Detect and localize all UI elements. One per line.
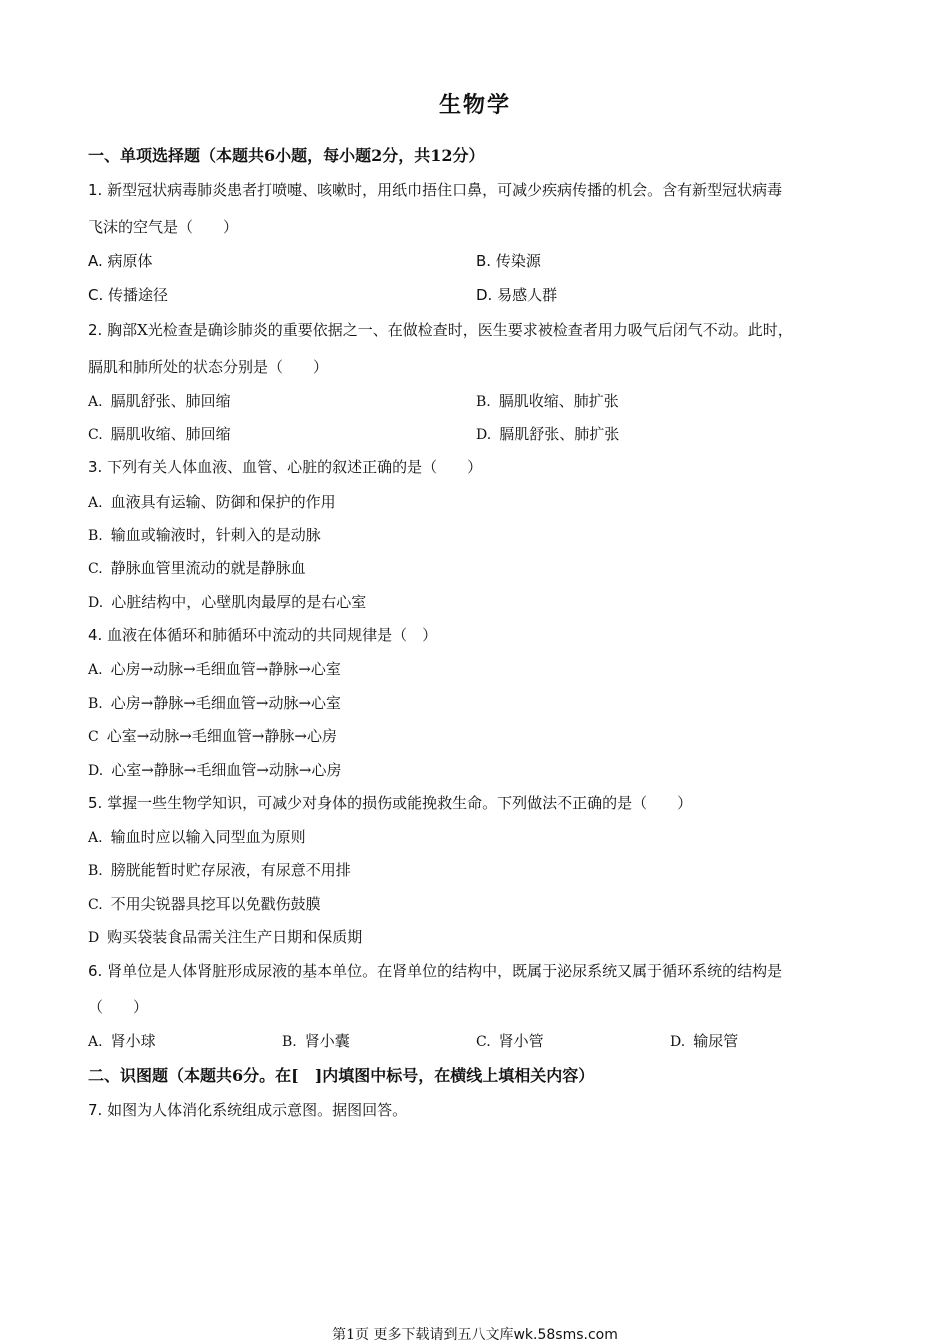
option-d: D. 易感人群 <box>476 286 558 304</box>
option-d: D. 心脏结构中，心壁肌肉最厚的是右心室 <box>88 593 367 611</box>
footer-url[interactable]: wk.58sms.com <box>513 1327 618 1343</box>
option-b: B. 心房→静脉→毛细血管→动脉→心室 <box>88 694 342 712</box>
question-number: 1. <box>88 181 103 199</box>
question-text: 肾单位是人体肾脏形成尿液的基本单位。在肾单位的结构中，既属于泌尿系统又属于循环系统的结构是 <box>107 962 783 980</box>
option-b: B. 传染源 <box>476 252 541 270</box>
option-a: A. 心房→动脉→毛细血管→静脉→心室 <box>88 660 341 678</box>
question-7 <box>88 1099 407 1120</box>
page-footer <box>0 1324 950 1344</box>
question-text: 如图为人体消化系统组成示意图。据图回答。 <box>107 1101 408 1119</box>
question-text: 下列有关人体血液、血管、心脏的叙述正确的是（ ） <box>107 458 483 476</box>
question-text: 新型冠状病毒肺炎患者打喷嚏、咳嗽时，用纸巾捂住口鼻，可减少疾病传播的机会。含有新型冠状病毒 <box>107 181 783 199</box>
question-1 <box>88 179 782 200</box>
option-b: B. 膈肌收缩、肺扩张 <box>476 392 619 410</box>
question-text: 血液在体循环和肺循环中流动的共同规律是（ ） <box>107 626 438 644</box>
option-a: A. 病原体 <box>88 252 153 270</box>
option-a: A. 输血时应以输入同型血为原则 <box>88 828 306 846</box>
option-a: A. 肾小球 <box>88 1032 156 1050</box>
question-number: 2. <box>88 321 103 339</box>
option-c: C. 膈肌收缩、肺回缩 <box>88 425 231 443</box>
page-title: 生物学 <box>438 92 511 118</box>
section-2-heading: 二、识图题（本题共6分。在[ ]内填图中标号，在横线上填相关内容） <box>88 1066 595 1085</box>
option-d: D. 心室→静脉→毛细血管→动脉→心房 <box>88 761 342 779</box>
option-d: D 购买袋装食品需关注生产日期和保质期 <box>88 928 363 946</box>
option-a: A. 血液具有运输、防御和保护的作用 <box>88 493 336 511</box>
option-b: B. 输血或输液时，针刺入的是动脉 <box>88 526 321 544</box>
question-number: 7. <box>88 1101 103 1119</box>
question-text: 掌握一些生物学知识，可减少对身体的损伤或能挽救生命。下列做法不正确的是（ ） <box>107 794 693 812</box>
section-1-heading: 一、单项选择题（本题共6小题，每小题2分，共12分） <box>88 146 485 165</box>
option-c: C 心室→动脉→毛细血管→静脉→心房 <box>88 727 337 745</box>
option-c: C. 传播途径 <box>88 286 169 304</box>
question-6-cont: （ ） <box>88 998 149 1016</box>
option-b: B. 膀胱能暂时贮存尿液，有尿意不用排 <box>88 861 351 879</box>
option-a: A. 膈肌舒张、肺回缩 <box>88 392 231 410</box>
question-2-cont: 膈肌和肺所处的状态分别是（ ） <box>88 358 329 376</box>
question-number: 3. <box>88 458 103 476</box>
option-d: D. 膈肌舒张、肺扩张 <box>476 425 620 443</box>
question-text: 胸部X光检查是确诊肺炎的重要依据之一、在做检查时，医生要求被检查者用力吸气后闭气不动。此时， <box>107 321 793 339</box>
question-5 <box>88 792 692 813</box>
question-6 <box>88 960 782 981</box>
question-3 <box>88 456 482 477</box>
question-number: 5. <box>88 794 103 812</box>
option-d: D. 输尿管 <box>670 1032 739 1050</box>
question-1-cont: 飞沫的空气是（ ） <box>88 218 239 236</box>
option-c: C. 静脉血管里流动的就是静脉血 <box>88 559 306 577</box>
question-2 <box>88 319 793 340</box>
question-number: 6. <box>88 962 103 980</box>
question-number: 4. <box>88 626 103 644</box>
footer-text: 第1页 更多下载请到五八文库 <box>332 1327 514 1343</box>
option-c: C. 不用尖锐器具挖耳以免戳伤鼓膜 <box>88 895 321 913</box>
option-c: C. 肾小管 <box>476 1032 544 1050</box>
option-b: B. 肾小囊 <box>282 1032 350 1050</box>
question-4 <box>88 624 437 645</box>
